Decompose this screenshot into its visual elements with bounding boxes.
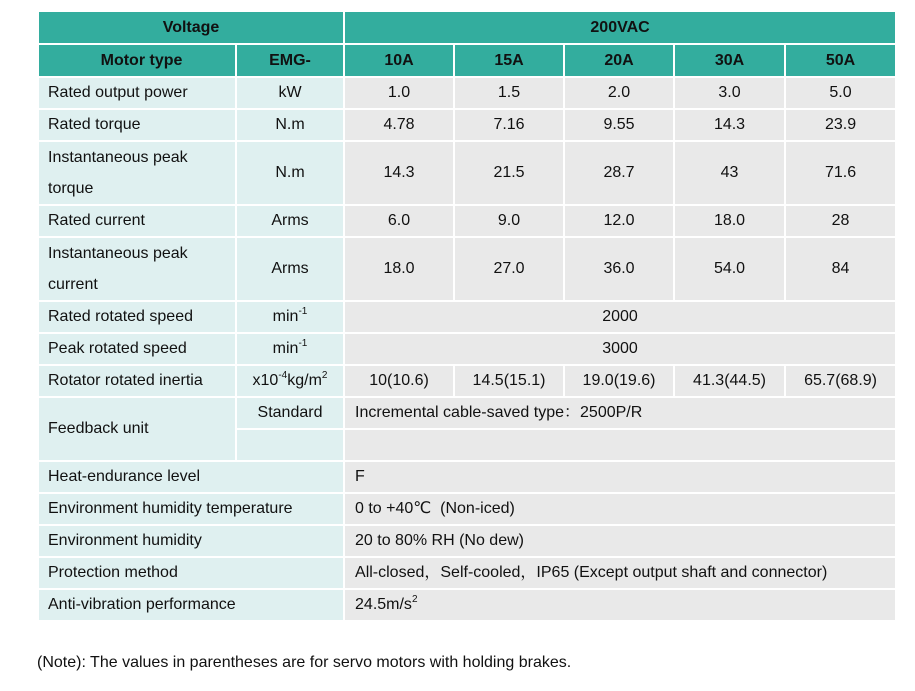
unit-base: min	[272, 308, 299, 325]
row-label: Protection method	[38, 557, 344, 589]
row-label: Heat-endurance level	[38, 461, 344, 493]
unit-exponent: -4	[278, 370, 288, 381]
row-label-line: Instantaneous peak	[48, 245, 188, 262]
voltage-value: 200VAC	[344, 11, 896, 44]
table-cell: 14.5(15.1)	[454, 365, 564, 397]
row-unit: Standard	[236, 397, 344, 429]
table-cell: All-closed，Self-cooled，IP65 (Except output shaft and connector)	[344, 557, 896, 589]
table-row	[38, 397, 896, 429]
table-cell: Incremental cable-saved type：2500P/R	[344, 397, 896, 429]
footnote: (Note): The values in parentheses are for servo motors with holding brakes.	[37, 654, 572, 671]
table-row	[38, 205, 896, 237]
row-unit: Arms	[236, 205, 344, 237]
row-unit: Arms	[236, 237, 344, 301]
model-header: 30A	[674, 44, 785, 77]
unit-base: kg/m	[287, 372, 322, 389]
unit-base: x10	[252, 372, 279, 389]
table-cell: 27.0	[454, 237, 564, 301]
row-label: Environment humidity	[38, 525, 344, 557]
row-label	[38, 141, 236, 205]
model-header: 10A	[344, 44, 454, 77]
table-cell	[344, 589, 896, 621]
table-cell: 7.16	[454, 109, 564, 141]
table-row	[38, 365, 896, 397]
row-label: Rotator rotated inertia	[38, 365, 236, 397]
row-label: Environment humidity temperature	[38, 493, 344, 525]
row-unit: kW	[236, 77, 344, 109]
row-label: Feedback unit	[38, 397, 236, 461]
unit-exponent: -1	[298, 338, 308, 349]
table-cell: 1.0	[344, 77, 454, 109]
table-row	[38, 301, 896, 333]
table-cell: 41.3(44.5)	[674, 365, 785, 397]
table-cell: 65.7(68.9)	[785, 365, 896, 397]
table-cell: 12.0	[564, 205, 674, 237]
row-label	[38, 237, 236, 301]
table-cell: 36.0	[564, 237, 674, 301]
row-label-line: Instantaneous peak	[48, 149, 188, 166]
table-cell: 21.5	[454, 141, 564, 205]
table-cell: 0 to +40℃ (Non-iced)	[344, 493, 896, 525]
table-row	[38, 557, 896, 589]
table-cell: F	[344, 461, 896, 493]
table-row	[38, 141, 896, 205]
table-cell: 5.0	[785, 77, 896, 109]
row-label: Anti-vibration performance	[38, 589, 344, 621]
table-row	[38, 525, 896, 557]
model-header: 15A	[454, 44, 564, 77]
row-unit	[236, 333, 344, 365]
row-label: Peak rotated speed	[38, 333, 236, 365]
table-row	[38, 493, 896, 525]
table-cell: 43	[674, 141, 785, 205]
table-cell: 23.9	[785, 109, 896, 141]
table-cell: 3000	[344, 333, 896, 365]
unit-exponent: -1	[298, 306, 308, 317]
model-header: 50A	[785, 44, 896, 77]
spec-table	[37, 10, 897, 622]
row-unit	[236, 365, 344, 397]
value-exponent: 2	[411, 594, 418, 605]
voltage-row	[38, 11, 896, 44]
table-cell: 9.0	[454, 205, 564, 237]
value-base: 24.5m/s	[355, 596, 412, 613]
row-unit: N.m	[236, 109, 344, 141]
row-label: Rated torque	[38, 109, 236, 141]
row-label: Rated current	[38, 205, 236, 237]
table-row	[38, 589, 896, 621]
voltage-label: Voltage	[38, 11, 344, 44]
table-cell: 18.0	[344, 237, 454, 301]
table-cell: 19.0(19.6)	[564, 365, 674, 397]
motor-series: EMG-	[236, 44, 344, 77]
model-header: 20A	[564, 44, 674, 77]
table-cell: 4.78	[344, 109, 454, 141]
table-row	[38, 109, 896, 141]
table-cell: 84	[785, 237, 896, 301]
motor-type-row	[38, 44, 896, 77]
table-row	[38, 77, 896, 109]
table-cell	[344, 429, 896, 461]
table-cell: 14.3	[344, 141, 454, 205]
table-cell: 9.55	[564, 109, 674, 141]
table-cell: 1.5	[454, 77, 564, 109]
table-row	[38, 461, 896, 493]
table-cell: 2000	[344, 301, 896, 333]
table-row	[38, 333, 896, 365]
row-label: Rated output power	[38, 77, 236, 109]
row-label-line: torque	[48, 180, 94, 197]
table-cell: 54.0	[674, 237, 785, 301]
row-unit	[236, 301, 344, 333]
unit-exponent: 2	[321, 370, 328, 381]
row-unit: N.m	[236, 141, 344, 205]
spec-table-container	[37, 10, 895, 622]
motor-type-label: Motor type	[38, 44, 236, 77]
table-row	[38, 237, 896, 301]
table-cell: 6.0	[344, 205, 454, 237]
table-cell: 18.0	[674, 205, 785, 237]
row-unit	[236, 429, 344, 461]
row-label-line: current	[48, 276, 98, 293]
table-cell: 14.3	[674, 109, 785, 141]
table-cell: 28	[785, 205, 896, 237]
unit-base: min	[272, 340, 299, 357]
table-cell: 3.0	[674, 77, 785, 109]
table-cell: 28.7	[564, 141, 674, 205]
row-label: Rated rotated speed	[38, 301, 236, 333]
table-cell: 10(10.6)	[344, 365, 454, 397]
table-cell: 2.0	[564, 77, 674, 109]
table-cell: 71.6	[785, 141, 896, 205]
table-cell: 20 to 80% RH (No dew)	[344, 525, 896, 557]
